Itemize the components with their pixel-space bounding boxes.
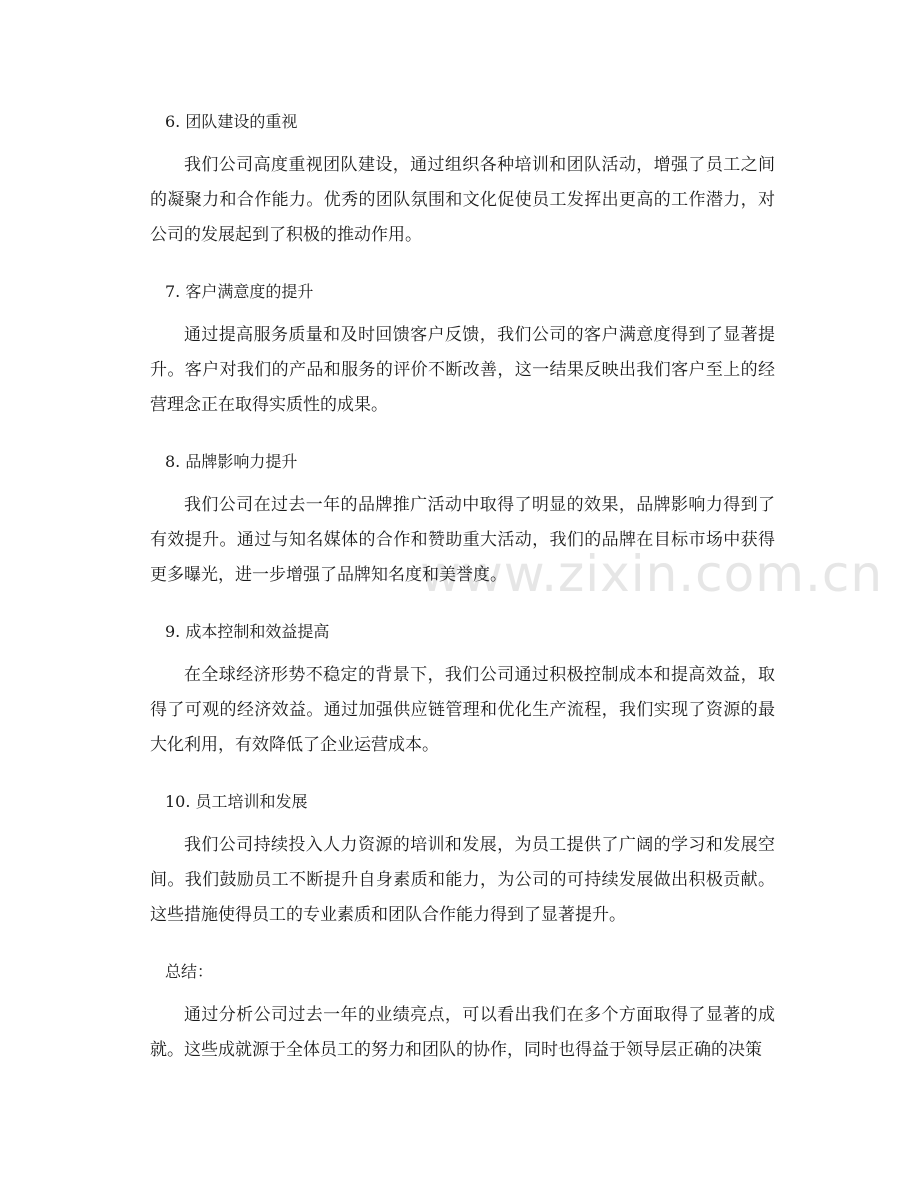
section-10-body: 我们公司持续投入人力资源的培训和发展，为员工提供了广阔的学习和发展空间。我们鼓励员工不断提升自身素质和能力，为公司的可持续发展做出积极贡献。这些措施使得员工的专业素质和团队合作能力得到了显著提升。	[150, 835, 775, 925]
section-8-heading: 8. 品牌影响力提升	[165, 452, 298, 471]
watermark: www.zixin.com.cn	[420, 545, 884, 603]
section-9-heading: 9. 成本控制和效益提高	[165, 622, 330, 641]
section-6-body: 我们公司高度重视团队建设，通过组织各种培训和团队活动，增强了员工之间的凝聚力和合作能力。优秀的团队氛围和文化促使员工发挥出更高的工作潜力，对公司的发展起到了积极的推动作用。	[150, 155, 775, 245]
section-8-body: 我们公司在过去一年的品牌推广活动中取得了明显的效果，品牌影响力得到了有效提升。通过与知名媒体的合作和赞助重大活动，我们的品牌在目标市场中获得更多曝光，进一步增强了品牌知名度和美誉度。	[150, 495, 775, 585]
section-7-heading: 7. 客户满意度的提升	[165, 282, 314, 301]
section-10-heading: 10. 员工培训和发展	[165, 792, 308, 811]
summary-heading: 总结：	[165, 962, 214, 981]
section-6-heading: 6. 团队建设的重视	[165, 112, 298, 131]
summary-body: 通过分析公司过去一年的业绩亮点，可以看出我们在多个方面取得了显著的成就。这些成就源于全体员工的努力和团队的协作，同时也得益于领导层正确的决策	[150, 1005, 775, 1060]
section-7-body: 通过提高服务质量和及时回馈客户反馈，我们公司的客户满意度得到了显著提升。客户对我们的产品和服务的评价不断改善，这一结果反映出我们客户至上的经营理念正在取得实质性的成果。	[150, 325, 775, 415]
section-9-body: 在全球经济形势不稳定的背景下，我们公司通过积极控制成本和提高效益，取得了可观的经济效益。通过加强供应链管理和优化生产流程，我们实现了资源的最大化利用，有效降低了企业运营成本。	[150, 665, 775, 755]
